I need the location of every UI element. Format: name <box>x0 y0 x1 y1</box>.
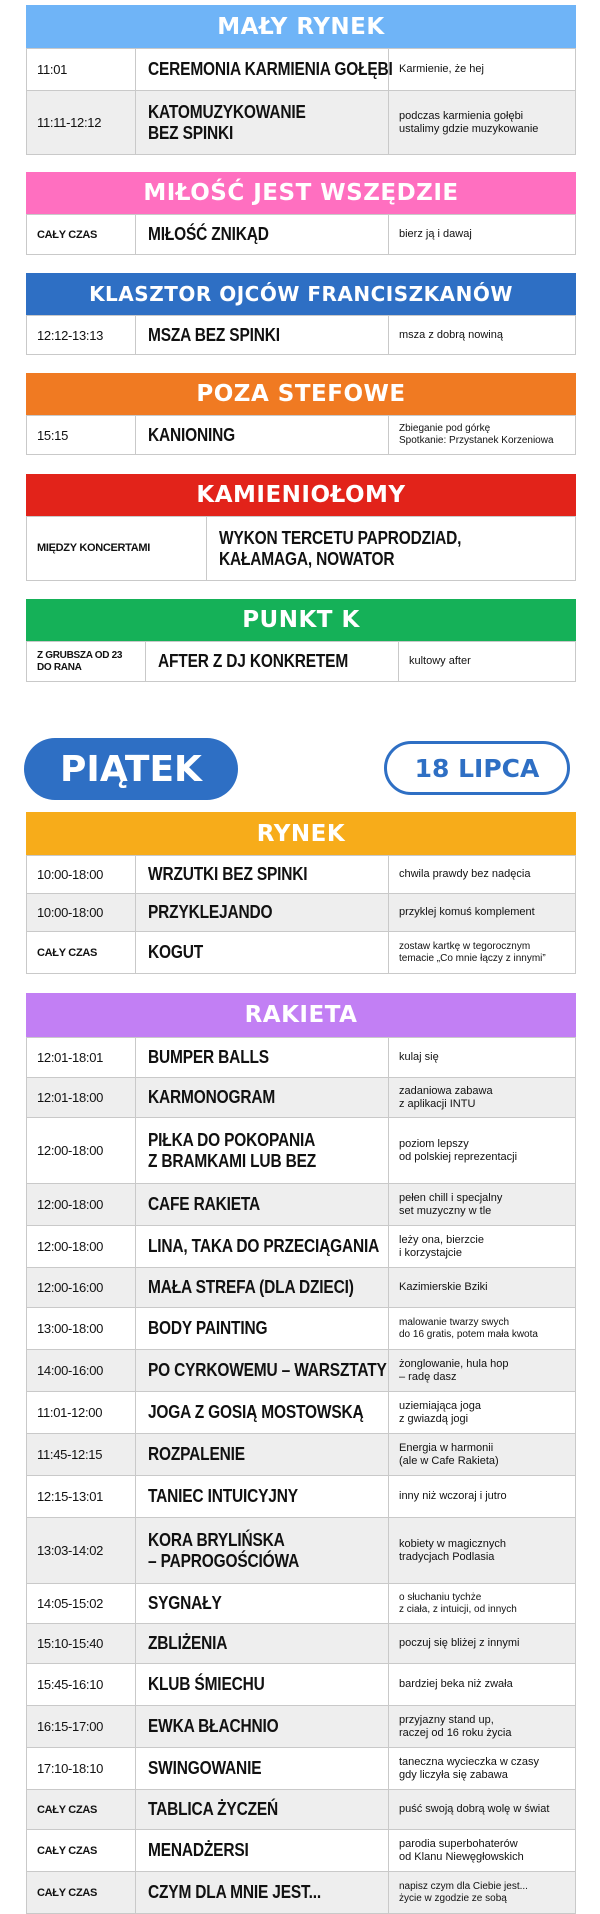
event-name: KLUB ŚMIECHU <box>136 1664 389 1706</box>
event-desc: bierz ją i dawaj <box>389 215 576 255</box>
event-name: BUMPER BALLS <box>136 1038 389 1078</box>
event-time: 11:01-12:00 <box>27 1392 136 1434</box>
event-name: PIŁKA DO POKOPANIA Z BRAMKAMI LUB BEZ <box>136 1118 389 1184</box>
event-name: BODY PAINTING <box>136 1308 389 1350</box>
event-desc: napisz czym dla Ciebie jest... życie w zgodzie ze sobą <box>389 1872 576 1914</box>
event-time: 10:00-18:00 <box>27 856 136 894</box>
event-name: ZBLIŻENIA <box>136 1624 389 1664</box>
event-name: KATOMUZYKOWANIE BEZ SPINKI <box>136 91 389 155</box>
section-header: RAKIETA <box>26 993 576 1037</box>
event-name: TANIEC INTUICYJNY <box>136 1476 389 1518</box>
table-row <box>27 416 576 455</box>
event-name: KARMONOGRAM <box>136 1078 389 1118</box>
event-desc: kobiety w magicznych tradycjach Podlasia <box>389 1518 576 1584</box>
section-header: MAŁY RYNEK <box>26 5 576 48</box>
event-time: CAŁY CZAS <box>27 215 136 255</box>
section-header: MIŁOŚĆ JEST WSZĘDZIE <box>26 172 576 214</box>
section-punkt-k <box>26 599 576 682</box>
event-name: SWINGOWANIE <box>136 1748 389 1790</box>
event-time: 16:15-17:00 <box>27 1706 136 1748</box>
section-poza-stefowe <box>26 373 576 455</box>
event-name: KORA BRYLIŃSKA – PAPROGOŚCIÓWA <box>136 1518 389 1584</box>
event-desc: bardziej beka niż zwała <box>389 1664 576 1706</box>
event-name: TABLICA ŻYCZEŃ <box>136 1790 389 1830</box>
section-header: POZA STEFOWE <box>26 373 576 415</box>
event-name: KANIONING <box>136 416 389 455</box>
table-row <box>27 215 576 255</box>
event-desc: parodia superbohaterów od Klanu Niewęgłowskich <box>389 1830 576 1872</box>
event-name: MAŁA STREFA (DLA DZIECI) <box>136 1268 389 1308</box>
event-time: 12:00-18:00 <box>27 1184 136 1226</box>
event-name: PRZYKLEJANDO <box>136 894 389 932</box>
event-desc: Kazimierskie Bziki <box>389 1268 576 1308</box>
event-name: MENADŻERSI <box>136 1830 389 1872</box>
event-name: ROZPALENIE <box>136 1434 389 1476</box>
event-name: CEREMONIA KARMIENIA GOŁĘBI <box>136 49 389 91</box>
event-time: 11:11-12:12 <box>27 91 136 155</box>
event-name: JOGA Z GOSIĄ MOSTOWSKĄ <box>136 1392 389 1434</box>
table-row <box>27 1624 576 1664</box>
section-rynek <box>26 812 576 974</box>
event-name: MSZA BEZ SPINKI <box>136 316 389 355</box>
table-row <box>27 1308 576 1350</box>
schedule-table <box>26 516 576 581</box>
event-name: SYGNAŁY <box>136 1584 389 1624</box>
table-row <box>27 1584 576 1624</box>
table-row <box>27 91 576 155</box>
event-time: 12:01-18:00 <box>27 1078 136 1118</box>
table-row <box>27 1434 576 1476</box>
event-desc: kulaj się <box>389 1038 576 1078</box>
event-time: 14:00-16:00 <box>27 1350 136 1392</box>
event-desc: o słuchaniu tychże z ciała, z intuicji, od innych <box>389 1584 576 1624</box>
event-name: PO CYRKOWEMU – WARSZTATY <box>136 1350 389 1392</box>
event-name: LINA, TAKA DO PRZECIĄGANIA <box>136 1226 389 1268</box>
section-klasztor <box>26 273 576 355</box>
event-desc: pełen chill i specjalny set muzyczny w tle <box>389 1184 576 1226</box>
event-time: CAŁY CZAS <box>27 1790 136 1830</box>
event-time: Z GRUBSZA OD 23 DO RANA <box>27 642 146 682</box>
event-time: 11:01 <box>27 49 136 91</box>
table-row <box>27 1392 576 1434</box>
event-desc: zadaniowa zabawa z aplikacji INTU <box>389 1078 576 1118</box>
event-time: 12:12-13:13 <box>27 316 136 355</box>
table-row <box>27 1790 576 1830</box>
event-desc: uziemiająca joga z gwiazdą jogi <box>389 1392 576 1434</box>
event-desc: zostaw kartkę w tegorocznym temacie „Co mnie łączy z innymi” <box>389 932 576 974</box>
schedule-table <box>26 315 576 355</box>
event-desc: żonglowanie, hula hop – radę dasz <box>389 1350 576 1392</box>
table-row <box>27 1184 576 1226</box>
event-desc: malowanie twarzy swych do 16 gratis, potem mała kwota <box>389 1308 576 1350</box>
table-row <box>27 932 576 974</box>
table-row <box>27 1350 576 1392</box>
event-desc: msza z dobrą nowiną <box>389 316 576 355</box>
event-time: 13:03-14:02 <box>27 1518 136 1584</box>
table-row <box>27 1664 576 1706</box>
event-desc: Karmienie, że hej <box>389 49 576 91</box>
event-desc: puść swoją dobrą wolę w świat <box>389 1790 576 1830</box>
event-desc: kultowy after <box>399 642 576 682</box>
table-row <box>27 1518 576 1584</box>
event-desc: Energia w harmonii (ale w Cafe Rakieta) <box>389 1434 576 1476</box>
event-name: EWKA BŁACHNIO <box>136 1706 389 1748</box>
table-row <box>27 1748 576 1790</box>
event-name: KOGUT <box>136 932 389 974</box>
table-row <box>27 642 576 682</box>
event-name: WRZUTKI BEZ SPINKI <box>136 856 389 894</box>
event-time: 12:15-13:01 <box>27 1476 136 1518</box>
event-desc: poziom lepszy od polskiej reprezentacji <box>389 1118 576 1184</box>
date-badge: 18 LIPCA <box>384 741 570 795</box>
table-row <box>27 517 576 581</box>
table-row <box>27 1038 576 1078</box>
section-header: PUNKT K <box>26 599 576 641</box>
event-time: 12:01-18:01 <box>27 1038 136 1078</box>
section-header: KAMIENIOŁOMY <box>26 474 576 516</box>
event-desc: przyjazny stand up, raczej od 16 roku życia <box>389 1706 576 1748</box>
event-time: 11:45-12:15 <box>27 1434 136 1476</box>
event-time: 15:45-16:10 <box>27 1664 136 1706</box>
event-desc: inny niż wczoraj i jutro <box>389 1476 576 1518</box>
event-time: MIĘDZY KONCERTAMI <box>27 517 207 581</box>
table-row <box>27 1268 576 1308</box>
event-time: 13:00-18:00 <box>27 1308 136 1350</box>
schedule-table <box>26 855 576 974</box>
event-time: 12:00-18:00 <box>27 1118 136 1184</box>
section-header: KLASZTOR OJCÓW FRANCISZKANÓW <box>26 273 576 315</box>
schedule-table <box>26 1037 576 1914</box>
table-row <box>27 1706 576 1748</box>
event-desc: podczas karmienia gołębi ustalimy gdzie muzykowanie <box>389 91 576 155</box>
event-time: 17:10-18:10 <box>27 1748 136 1790</box>
section-kamieniolomy <box>26 474 576 581</box>
event-name: CZYM DLA MNIE JEST... <box>136 1872 389 1914</box>
schedule-table <box>26 641 576 682</box>
schedule-table <box>26 214 576 255</box>
table-row <box>27 49 576 91</box>
table-row <box>27 1226 576 1268</box>
table-row <box>27 894 576 932</box>
event-time: 15:10-15:40 <box>27 1624 136 1664</box>
event-name: CAFE RAKIETA <box>136 1184 389 1226</box>
event-name: MIŁOŚĆ ZNIKĄD <box>136 215 389 255</box>
event-time: 12:00-18:00 <box>27 1226 136 1268</box>
day-badge: PIĄTEK <box>24 738 238 800</box>
event-time: CAŁY CZAS <box>27 1872 136 1914</box>
event-time: 14:05-15:02 <box>27 1584 136 1624</box>
event-time: 12:00-16:00 <box>27 1268 136 1308</box>
section-header: RYNEK <box>26 812 576 855</box>
event-desc: poczuj się bliżej z innymi <box>389 1624 576 1664</box>
event-name: WYKON TERCETU PAPRODZIAD, KAŁAMAGA, NOWATOR <box>206 517 575 581</box>
table-row <box>27 856 576 894</box>
event-desc: chwila prawdy bez nadęcia <box>389 856 576 894</box>
event-desc: przyklej komuś komplement <box>389 894 576 932</box>
section-milosc <box>26 172 576 255</box>
section-maly-rynek <box>26 5 576 155</box>
table-row <box>27 1476 576 1518</box>
table-row <box>27 1872 576 1914</box>
event-time: CAŁY CZAS <box>27 932 136 974</box>
event-desc: Zbieganie pod górkę Spotkanie: Przystanek Korzeniowa <box>389 416 576 455</box>
table-row <box>27 316 576 355</box>
event-time: CAŁY CZAS <box>27 1830 136 1872</box>
event-desc: leży ona, bierzcie i korzystajcie <box>389 1226 576 1268</box>
schedule-table <box>26 48 576 155</box>
event-time: 15:15 <box>27 416 136 455</box>
event-name: AFTER Z DJ KONKRETEM <box>146 642 399 682</box>
event-desc: taneczna wycieczka w czasy gdy liczyła się zabawa <box>389 1748 576 1790</box>
table-row <box>27 1118 576 1184</box>
schedule-table <box>26 415 576 455</box>
table-row <box>27 1830 576 1872</box>
section-rakieta <box>26 993 576 1914</box>
table-row <box>27 1078 576 1118</box>
event-time: 10:00-18:00 <box>27 894 136 932</box>
